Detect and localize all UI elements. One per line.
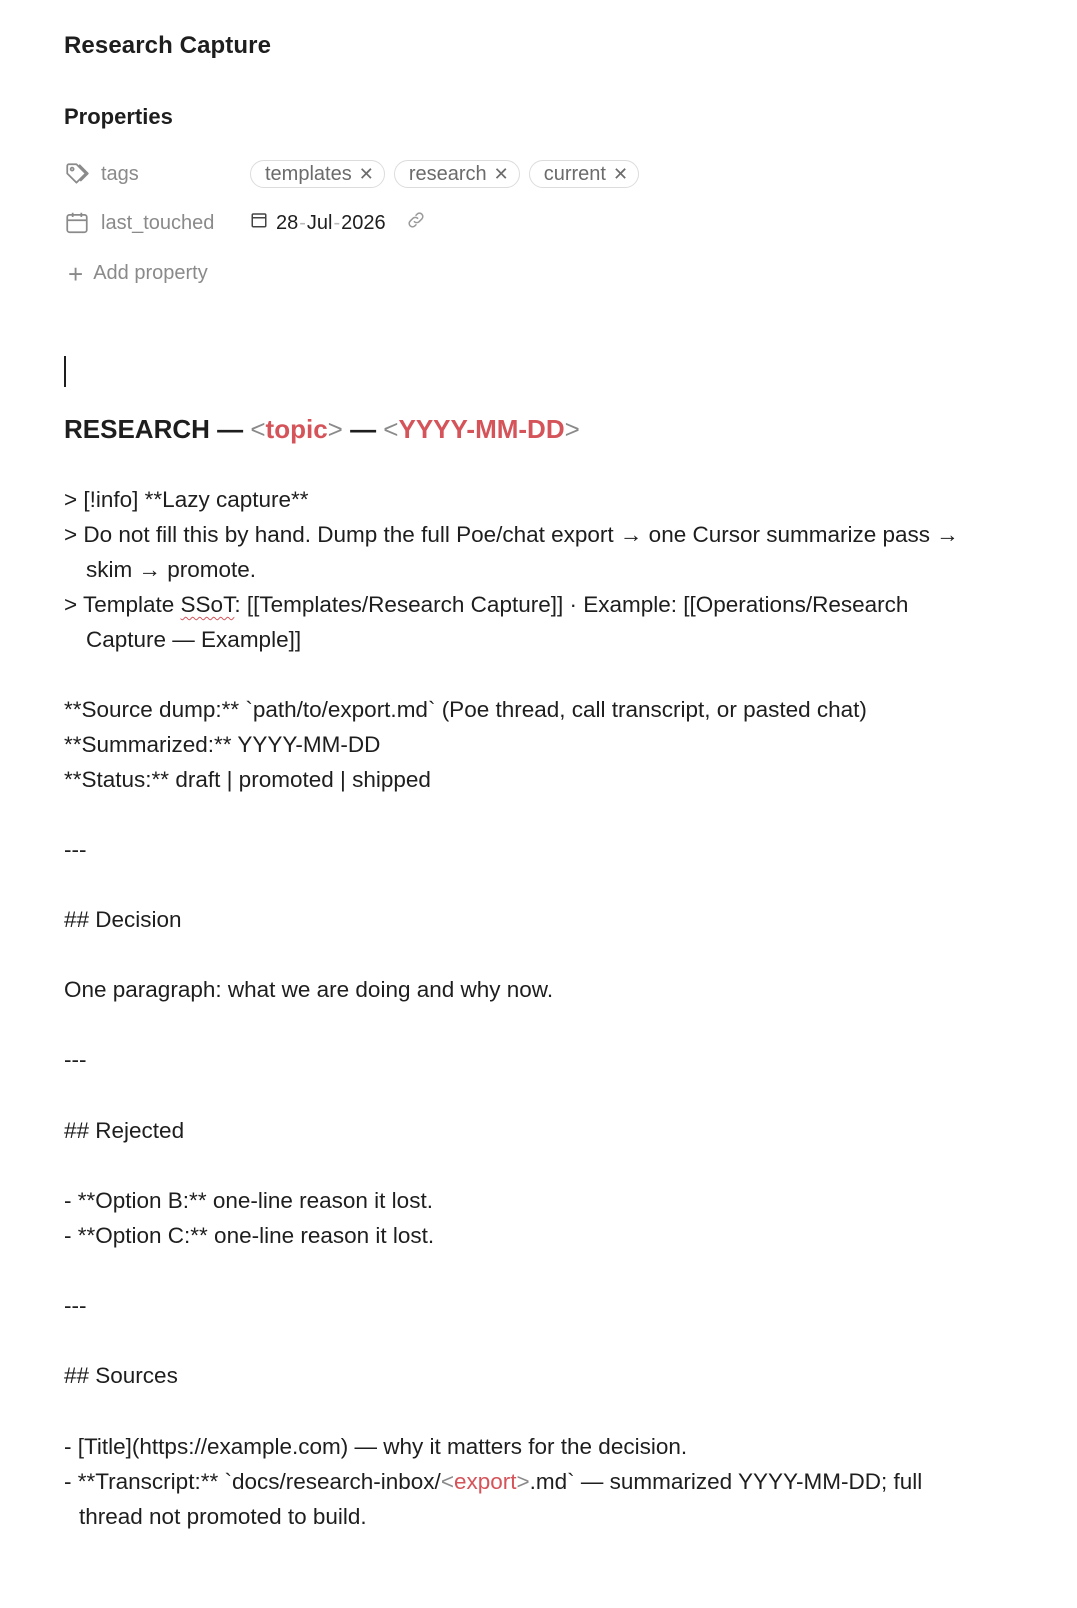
- source-text: .md` — summarized YYYY-MM-DD; full: [529, 1469, 923, 1494]
- property-row-tags: [64, 157, 629, 191]
- calendar-icon: [64, 210, 90, 236]
- bracket: <: [440, 1469, 454, 1494]
- callout-line[interactable]: [64, 587, 908, 622]
- decision-heading[interactable]: ## Decision: [64, 907, 182, 932]
- date-picker-icon[interactable]: [250, 211, 268, 235]
- callout-text: : [[Templates/Research Capture]] · Example: [[Operations/Research: [234, 592, 909, 617]
- topic-placeholder: topic: [265, 414, 328, 444]
- export-placeholder: export: [453, 1469, 517, 1494]
- horizontal-rule-markup[interactable]: ---: [64, 837, 87, 862]
- status-line[interactable]: **Status:** draft | promoted | shipped: [64, 767, 431, 792]
- summarized-line[interactable]: **Summarized:** YYYY-MM-DD: [64, 732, 381, 757]
- remove-tag-icon[interactable]: ✕: [612, 163, 629, 184]
- date-month: Jul: [306, 211, 333, 234]
- rejected-heading[interactable]: ## Rejected: [64, 1118, 185, 1143]
- date-value[interactable]: [250, 210, 426, 236]
- horizontal-rule-markup[interactable]: ---: [64, 1293, 87, 1318]
- tag-label: research: [408, 162, 487, 185]
- heading-dash: —: [342, 414, 384, 444]
- decision-text[interactable]: One paragraph: what we are doing and why now.: [64, 977, 554, 1002]
- note-title[interactable]: Research Capture: [64, 32, 272, 59]
- date-placeholder: YYYY-MM-DD: [398, 414, 565, 444]
- date-day: 28: [276, 211, 299, 234]
- callout-text: > Template: [64, 592, 181, 617]
- add-property-button[interactable]: [68, 258, 208, 289]
- link-icon[interactable]: [406, 210, 426, 236]
- rejected-item[interactable]: - **Option B:** one-line reason it lost.: [64, 1188, 433, 1213]
- date-separator: -: [333, 211, 341, 234]
- source-item-continuation[interactable]: thread not promoted to build.: [79, 1504, 367, 1529]
- date-separator: -: [299, 211, 306, 234]
- sources-heading[interactable]: ## Sources: [64, 1363, 178, 1388]
- bracket: >: [564, 414, 580, 444]
- remove-tag-icon[interactable]: ✕: [358, 163, 374, 184]
- callout-line[interactable]: > Do not fill this by hand. Dump the full Poe/chat export → one Cursor summarize pass →: [64, 522, 959, 547]
- property-key-tags[interactable]: tags: [101, 162, 139, 185]
- bracket: >: [327, 414, 343, 444]
- tag-pill-research[interactable]: [394, 160, 520, 188]
- bracket: >: [516, 1469, 530, 1494]
- rejected-item[interactable]: - **Option C:** one-line reason it lost.: [64, 1223, 435, 1248]
- add-property-label: Add property: [93, 262, 208, 284]
- source-text: - **Transcript:** `docs/research-inbox/: [64, 1469, 441, 1494]
- property-key-last-touched[interactable]: last_touched: [101, 211, 215, 234]
- source-item[interactable]: [64, 1464, 922, 1499]
- tag-pill-templates[interactable]: [250, 160, 385, 188]
- research-heading[interactable]: [64, 412, 580, 447]
- source-item[interactable]: - [Title](https://example.com) — why it matters for the decision.: [64, 1434, 688, 1459]
- horizontal-rule-markup[interactable]: ---: [64, 1047, 87, 1072]
- bracket: <: [383, 414, 399, 444]
- tag-pill-current[interactable]: [529, 160, 639, 188]
- tag-label: current: [543, 162, 606, 185]
- remove-tag-icon[interactable]: ✕: [493, 163, 509, 184]
- plus-icon: +: [68, 258, 84, 289]
- tags-value: [250, 160, 648, 188]
- callout-line[interactable]: Capture — Example]]: [86, 627, 302, 652]
- heading-prefix: RESEARCH —: [64, 414, 251, 444]
- property-row-last-touched: [64, 206, 386, 240]
- callout-line[interactable]: skim → promote.: [86, 557, 257, 582]
- text-cursor: [64, 356, 66, 387]
- date-year: 2026: [341, 211, 386, 234]
- spellcheck-word: SSoT: [180, 592, 235, 617]
- callout-line[interactable]: > [!info] **Lazy capture**: [64, 487, 309, 512]
- tag-label: templates: [265, 162, 352, 185]
- source-dump-line[interactable]: **Source dump:** `path/to/export.md` (Poe thread, call transcript, or pasted chat): [64, 697, 867, 722]
- properties-heading[interactable]: Properties: [64, 104, 173, 129]
- bracket: <: [250, 414, 266, 444]
- tag-icon: [64, 161, 90, 187]
